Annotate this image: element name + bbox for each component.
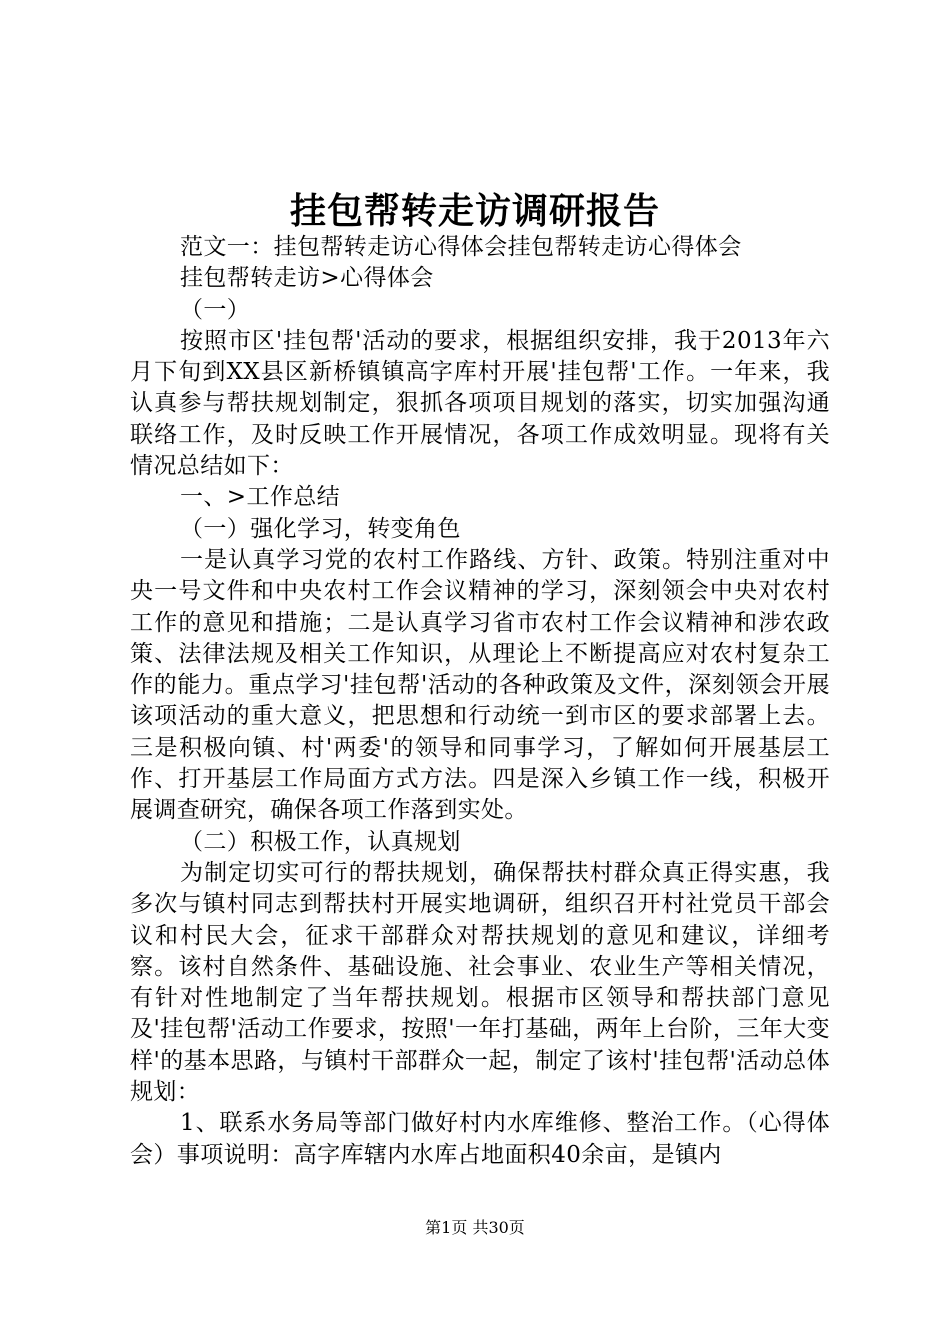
paragraph-intro-heading: 范文一：挂包帮转走访心得体会挂包帮转走访心得体会 <box>180 234 742 260</box>
paragraph-subsection-heading-2: （二）积极工作，认真规划 <box>180 828 461 855</box>
paragraph-item-1: 1、联系水务局等部门做好村内水库维修、整治工作。（心得体会）事项说明：高字库辖内水库占地面积40余亩，是镇内 <box>130 1110 830 1168</box>
page-number-footer: 第1页 共30页 <box>425 1218 525 1237</box>
paragraph-subheading: 挂包帮转走访>心得体会 <box>180 265 434 292</box>
paragraph-section-number: （一） <box>180 296 251 323</box>
paragraph-introduction: 按照市区'挂包帮'活动的要求，根据组织安排，我于2013年六月下旬到XX县区新桥镇镇高字库村开展'挂包帮'工作。一年来，我认真参与帮扶规划制定，狠抓各项项目规划的落实，切实加强沟通联络工作，及时反映工作开展情况，各项工作成效明显。现将有关情况总结如下： <box>130 327 830 480</box>
paragraph-subsection-heading-1: （一）强化学习，转变角色 <box>180 515 461 542</box>
document-title: 挂包帮转走访调研报告 <box>289 190 660 232</box>
document-body <box>130 232 830 1171</box>
paragraph-planning: 为制定切实可行的帮扶规划，确保帮扶村群众真正得实惠，我多次与镇村同志到帮扶村开展实地调研，组织召开村社党员干部会议和村民大会，征求干部群众对帮扶规划的意见和建议，详细考察。该村自然条件、基础设施、社会事业、农业生产等相关情况，有针对性地制定了当年帮扶规划。根据市区领导和帮扶部门意见及'挂包帮'活动工作要求，按照'一年打基础，两年上台阶，三年大变样'的基本思路，与镇村干部群众一起，制定了该村'挂包帮'活动总体规划： <box>130 859 830 1106</box>
paragraph-section-heading-1: 一、>工作总结 <box>180 484 341 511</box>
paragraph-study: 一是认真学习党的农村工作路线、方针、政策。特别注重对中央一号文件和中央农村工作会议精神的学习，深刻领会中央对农村工作的意见和措施；二是认真学习省市农村工作会议精神和涉农政策、法律法规及相关工作知识，从理论上不断提高应对农村复杂工作的能力。重点学习'挂包帮'活动的各种政策及文件，深刻领会开展该项活动的重大意义，把思想和行动统一到市区的要求部署上去。三是积极向镇、村'两委'的领导和同事学习，了解如何开展基层工作、打开基层工作局面方式方法。四是深入乡镇工作一线，积极开展调查研究，确保各项工作落到实处。 <box>130 546 830 824</box>
